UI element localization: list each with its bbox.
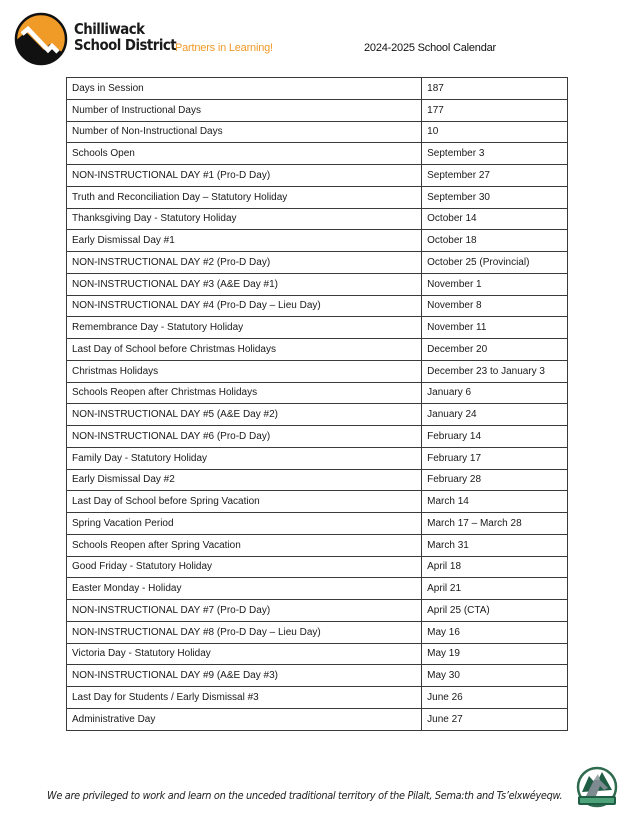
calendar-row [67, 382, 568, 404]
calendar-date-cell: September 30 [422, 186, 568, 208]
calendar-event-cell: Administrative Day [67, 708, 422, 730]
calendar-date-cell: March 17 – March 28 [422, 513, 568, 535]
calendar-date-cell: September 3 [422, 143, 568, 165]
calendar-row [67, 708, 568, 730]
calendar-date-cell: 177 [422, 99, 568, 121]
document-title: 2024-2025 School Calendar [364, 42, 496, 54]
calendar-date-cell: May 16 [422, 621, 568, 643]
calendar-row [67, 513, 568, 535]
district-logo-icon [14, 12, 68, 66]
calendar-event-cell: Last Day of School before Spring Vacation [67, 491, 422, 513]
calendar-date-cell: April 25 (CTA) [422, 600, 568, 622]
calendar-table [66, 77, 568, 731]
calendar-event-cell: Early Dismissal Day #2 [67, 469, 422, 491]
calendar-date-cell: November 1 [422, 273, 568, 295]
calendar-event-cell: Schools Reopen after Spring Vacation [67, 534, 422, 556]
calendar-row [67, 295, 568, 317]
district-name-line2: School District [74, 36, 177, 54]
calendar-row [67, 165, 568, 187]
calendar-date-cell: May 19 [422, 643, 568, 665]
calendar-row [67, 339, 568, 361]
calendar-row [67, 643, 568, 665]
land-acknowledgement: We are privileged to work and learn on the unceded traditional territory of the Pilalt, Sema:th and Ts’elxwéyeqw. [47, 790, 563, 802]
calendar-date-cell: October 14 [422, 208, 568, 230]
calendar-date-cell: April 18 [422, 556, 568, 578]
calendar-event-cell: Spring Vacation Period [67, 513, 422, 535]
calendar-event-cell: Schools Open [67, 143, 422, 165]
calendar-event-cell: NON-INSTRUCTIONAL DAY #2 (Pro-D Day) [67, 252, 422, 274]
calendar-event-cell: NON-INSTRUCTIONAL DAY #7 (Pro-D Day) [67, 600, 422, 622]
calendar-row [67, 121, 568, 143]
calendar-row [67, 208, 568, 230]
calendar-row [67, 186, 568, 208]
calendar-row [67, 252, 568, 274]
calendar-event-cell: NON-INSTRUCTIONAL DAY #3 (A&E Day #1) [67, 273, 422, 295]
calendar-date-cell: March 14 [422, 491, 568, 513]
calendar-row [67, 99, 568, 121]
calendar-date-cell: February 14 [422, 426, 568, 448]
wolf-mascot-icon [574, 766, 620, 812]
calendar-date-cell: 10 [422, 121, 568, 143]
calendar-date-cell: December 23 to January 3 [422, 360, 568, 382]
calendar-row [67, 230, 568, 252]
calendar-event-cell: NON-INSTRUCTIONAL DAY #1 (Pro-D Day) [67, 165, 422, 187]
calendar-date-cell: May 30 [422, 665, 568, 687]
calendar-event-cell: NON-INSTRUCTIONAL DAY #5 (A&E Day #2) [67, 404, 422, 426]
calendar-row [67, 447, 568, 469]
calendar-row [67, 556, 568, 578]
calendar-date-cell: October 25 (Provincial) [422, 252, 568, 274]
calendar-date-cell: December 20 [422, 339, 568, 361]
calendar-event-cell: Remembrance Day - Statutory Holiday [67, 317, 422, 339]
calendar-event-cell: Days in Session [67, 78, 422, 100]
calendar-event-cell: Last Day of School before Christmas Holidays [67, 339, 422, 361]
calendar-event-cell: Number of Instructional Days [67, 99, 422, 121]
calendar-event-cell: Thanksgiving Day - Statutory Holiday [67, 208, 422, 230]
calendar-row [67, 143, 568, 165]
calendar-date-cell: November 8 [422, 295, 568, 317]
calendar-event-cell: Christmas Holidays [67, 360, 422, 382]
calendar-date-cell: January 6 [422, 382, 568, 404]
calendar-event-cell: NON-INSTRUCTIONAL DAY #6 (Pro-D Day) [67, 426, 422, 448]
calendar-row [67, 404, 568, 426]
calendar-event-cell: NON-INSTRUCTIONAL DAY #8 (Pro-D Day – Lieu Day) [67, 621, 422, 643]
calendar-event-cell: Family Day - Statutory Holiday [67, 447, 422, 469]
calendar-row [67, 578, 568, 600]
calendar-event-cell: Schools Reopen after Christmas Holidays [67, 382, 422, 404]
calendar-row [67, 317, 568, 339]
calendar-event-cell: Truth and Reconciliation Day – Statutory Holiday [67, 186, 422, 208]
calendar-row [67, 273, 568, 295]
calendar-event-cell: Number of Non-Instructional Days [67, 121, 422, 143]
calendar-row [67, 600, 568, 622]
calendar-row [67, 665, 568, 687]
calendar-row [67, 534, 568, 556]
calendar-event-cell: Easter Monday - Holiday [67, 578, 422, 600]
calendar-date-cell: October 18 [422, 230, 568, 252]
calendar-row [67, 621, 568, 643]
calendar-row [67, 78, 568, 100]
calendar-row [67, 426, 568, 448]
calendar-date-cell: March 31 [422, 534, 568, 556]
calendar-date-cell: June 27 [422, 708, 568, 730]
calendar-row [67, 687, 568, 709]
calendar-date-cell: 187 [422, 78, 568, 100]
calendar-event-cell: NON-INSTRUCTIONAL DAY #9 (A&E Day #3) [67, 665, 422, 687]
calendar-date-cell: February 17 [422, 447, 568, 469]
calendar-date-cell: January 24 [422, 404, 568, 426]
calendar-row [67, 360, 568, 382]
calendar-event-cell: Good Friday - Statutory Holiday [67, 556, 422, 578]
calendar-event-cell: NON-INSTRUCTIONAL DAY #4 (Pro-D Day – Lieu Day) [67, 295, 422, 317]
calendar-date-cell: June 26 [422, 687, 568, 709]
calendar-date-cell: November 11 [422, 317, 568, 339]
district-name-line1: Chilliwack [74, 20, 145, 38]
calendar-table-body [67, 78, 568, 731]
calendar-event-cell: Last Day for Students / Early Dismissal #3 [67, 687, 422, 709]
calendar-date-cell: April 21 [422, 578, 568, 600]
calendar-row [67, 469, 568, 491]
calendar-date-cell: February 28 [422, 469, 568, 491]
calendar-event-cell: Early Dismissal Day #1 [67, 230, 422, 252]
calendar-date-cell: September 27 [422, 165, 568, 187]
page-header [0, 0, 627, 75]
district-name [74, 21, 176, 53]
calendar-event-cell: Victoria Day - Statutory Holiday [67, 643, 422, 665]
tagline: Partners in Learning! [175, 42, 273, 54]
calendar-row [67, 491, 568, 513]
